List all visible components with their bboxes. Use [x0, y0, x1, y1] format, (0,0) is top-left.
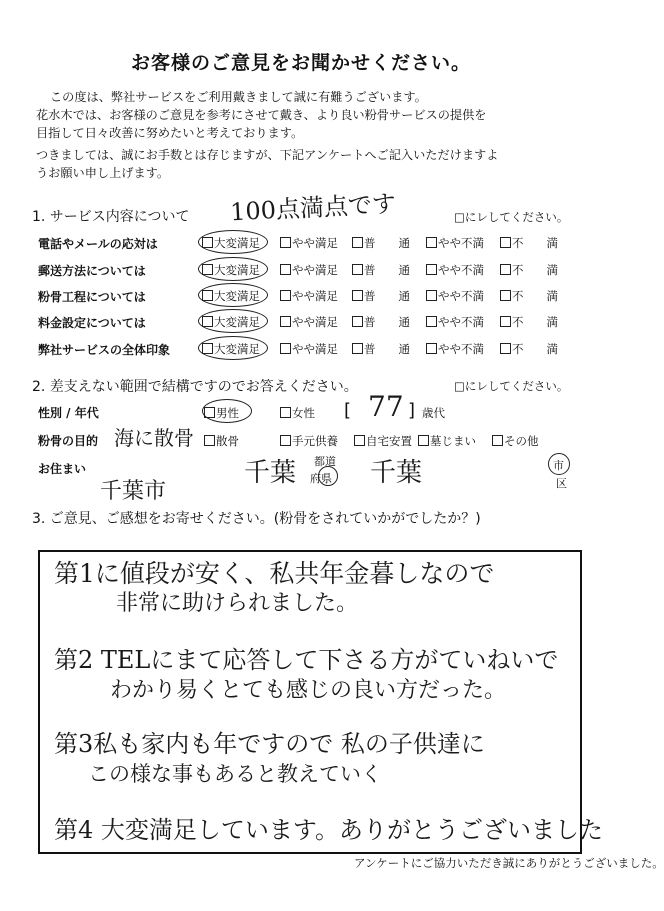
rating-row-label: 料金設定については — [38, 316, 146, 330]
rating-option-label: やや不満 — [438, 263, 484, 277]
female-checkbox[interactable]: 女性 — [280, 405, 315, 421]
rating-option[interactable] — [280, 288, 338, 304]
rating-option[interactable] — [500, 341, 558, 357]
age-value: 77 — [368, 390, 404, 423]
rating-option-label: 大変満足 — [214, 236, 260, 250]
rating-option-label: 大変満足 — [214, 263, 260, 277]
checkbox-square — [500, 237, 511, 248]
pref-unit-top: 都道 — [314, 455, 336, 468]
pref-unit-bottom: 府県 — [310, 472, 332, 485]
rating-row-label: 郵送方法については — [38, 264, 146, 278]
checkbox-square — [426, 343, 437, 354]
checkbox-square — [280, 237, 291, 248]
selection-circle — [198, 230, 268, 254]
rating-option-label: 大変満足 — [214, 342, 260, 356]
rating-option[interactable] — [426, 235, 484, 251]
purpose-option-label: 自宅安置 — [366, 434, 412, 448]
rating-option[interactable] — [280, 314, 338, 330]
rating-option[interactable] — [500, 235, 558, 251]
rating-option-label: やや満足 — [292, 289, 338, 303]
selection-circle — [198, 309, 268, 333]
selection-circle — [198, 257, 268, 281]
section2-check-note: □にレしてください。 — [454, 379, 569, 393]
rating-option-label: 普 通 — [364, 263, 410, 277]
rating-row — [38, 260, 578, 280]
checkbox-square — [280, 435, 291, 446]
rating-option-label: やや不満 — [438, 236, 484, 250]
selection-circle — [198, 283, 268, 307]
rating-option-label: 普 通 — [364, 315, 410, 329]
rating-option[interactable] — [280, 341, 338, 357]
comment-line: この様な事もあると教えていく — [88, 762, 382, 786]
purpose-option-label: 手元供養 — [292, 434, 338, 448]
rating-option[interactable] — [352, 341, 410, 357]
checkbox-square — [418, 435, 429, 446]
checkbox-square — [352, 343, 363, 354]
rating-option-label: 普 通 — [364, 342, 410, 356]
selection-circle — [198, 336, 268, 360]
purpose-option[interactable] — [204, 433, 239, 449]
rating-option-label: 普 通 — [364, 236, 410, 250]
checkbox-square — [500, 264, 511, 275]
section3-heading: 3. ご意見、ご感想をお寄せください。(粉骨をされていかがでしたか？) — [32, 511, 481, 527]
selection-circle — [318, 466, 338, 486]
checkbox-square — [426, 237, 437, 248]
intro-line: 目指して日々改善に努めたいと考えております。 — [36, 126, 304, 140]
rating-row-label: 弊社サービスの全体印象 — [38, 343, 171, 357]
comment-line: 第1に値段が安く、私共年金暮しなので — [54, 559, 495, 588]
rating-option-label: 不 満 — [512, 263, 558, 277]
checkbox-square — [500, 316, 511, 327]
purpose-option[interactable] — [280, 433, 338, 449]
male-checkbox[interactable]: 男性 — [204, 405, 239, 421]
rating-option[interactable] — [426, 314, 484, 330]
selection-circle — [548, 453, 570, 475]
rating-option[interactable] — [500, 314, 558, 330]
rating-option-label: 普 通 — [364, 289, 410, 303]
address-extra-handwritten: 千葉市 — [100, 479, 167, 504]
rating-option[interactable] — [352, 235, 410, 251]
survey-sheet — [18, 28, 664, 878]
rating-option-label: やや満足 — [292, 315, 338, 329]
purpose-option[interactable] — [418, 433, 476, 449]
checkbox-square — [492, 435, 503, 446]
rating-option-label: やや不満 — [438, 342, 484, 356]
comment-line: 第3私も家内も年ですので 私の子供達に — [54, 730, 485, 758]
rating-option[interactable] — [426, 262, 484, 278]
checkbox-square — [426, 290, 437, 301]
rating-row — [38, 286, 578, 306]
section1-heading: 1. サービス内容について — [32, 209, 190, 225]
comment-line: 非常に助けられました。 — [116, 591, 359, 616]
section2-heading: 2. 差支えない範囲で結構ですのでお答えください。 — [32, 379, 358, 395]
rating-option[interactable] — [280, 262, 338, 278]
purpose-option-label: 散骨 — [216, 434, 239, 448]
purpose-option[interactable] — [492, 433, 539, 449]
selection-circle — [202, 399, 252, 423]
checkbox-square — [500, 290, 511, 301]
rating-option-label: やや不満 — [438, 315, 484, 329]
checkbox-square — [426, 316, 437, 327]
rating-row-label: 電話やメールの応対は — [38, 237, 158, 251]
intro-line: つきましては、誠にお手数とは存じますが、下記アンケートへご記入いただけますよ — [36, 148, 499, 162]
purpose-option-label: その他 — [504, 434, 539, 448]
rating-row — [38, 312, 578, 332]
rating-option-label: やや満足 — [292, 342, 338, 356]
checkbox-square — [280, 343, 291, 354]
checkbox-square — [204, 435, 215, 446]
address-city-handwritten: 千葉 — [370, 458, 423, 488]
checkbox-square — [500, 343, 511, 354]
checkbox-square — [354, 435, 365, 446]
rating-option-label: やや満足 — [292, 263, 338, 277]
rating-option-label: やや不満 — [438, 289, 484, 303]
rating-option[interactable] — [352, 314, 410, 330]
city-unit-bottom: 区 — [556, 477, 567, 490]
comment-line: わかり易くとても感じの良い方だった。 — [110, 678, 507, 703]
rating-row — [38, 233, 578, 253]
rating-option[interactable] — [500, 288, 558, 304]
rating-option-label: 大変満足 — [214, 289, 260, 303]
rating-option-label: 大変満足 — [214, 315, 260, 329]
checkbox-square — [280, 264, 291, 275]
comment-line: 第2 TELにまて応答して下さる方がていねいで — [54, 646, 559, 674]
rating-option[interactable] — [352, 288, 410, 304]
rating-option-label: 不 満 — [512, 289, 558, 303]
checkbox-square — [352, 264, 363, 275]
rating-option-label: 不 満 — [512, 315, 558, 329]
age-unit: 歳代 — [422, 406, 445, 420]
rating-option[interactable] — [426, 288, 484, 304]
age-bracket-open: [ — [344, 400, 352, 421]
rating-option-label: 不 満 — [512, 342, 558, 356]
intro-line: この度は、弊社サービスをご利用戴きまして誠に有難うございます。 — [50, 90, 427, 104]
purpose-label: 粉骨の目的 — [38, 434, 99, 448]
rating-option[interactable] — [426, 341, 484, 357]
rating-option[interactable] — [280, 235, 338, 251]
address-pref-handwritten: 千葉 — [244, 458, 297, 488]
intro-line: うお願い申し上げます。 — [36, 166, 170, 180]
city-unit-top: 市 — [553, 459, 564, 472]
page-title: お客様のご意見をお聞かせください。 — [130, 52, 471, 74]
gender-age-label: 性別 / 年代 — [38, 406, 99, 420]
checkbox-square — [352, 316, 363, 327]
purpose-option-label: 墓じまい — [430, 434, 476, 448]
rating-option-label: やや満足 — [292, 236, 338, 250]
section1-check-note: □にレしてください。 — [454, 210, 569, 224]
section1-handwritten-note: 100点満点です — [229, 189, 397, 227]
checkbox-square — [280, 290, 291, 301]
checkbox-square — [280, 316, 291, 327]
address-label: お住まい — [38, 462, 87, 476]
purpose-handwritten: 海に散骨 — [114, 426, 194, 450]
comment-line: 第4 大変満足しています。ありがとうございました — [54, 816, 603, 844]
rating-row-label: 粉骨工程については — [38, 290, 146, 304]
rating-option-label: 不 満 — [512, 236, 558, 250]
rating-option[interactable] — [500, 262, 558, 278]
intro-line: 花水木では、お客様のご意見を参考にさせて戴き、より良い粉骨サービスの提供を — [36, 108, 487, 122]
checkbox-square — [426, 264, 437, 275]
age-bracket-close: ] — [408, 400, 416, 421]
checkbox-square — [352, 237, 363, 248]
rating-option[interactable] — [352, 262, 410, 278]
purpose-option[interactable] — [354, 433, 412, 449]
checkbox-square — [352, 290, 363, 301]
rating-row — [38, 339, 578, 359]
footer-thanks: アンケートにご協力いただき誠にありがとうございました。 — [354, 856, 664, 870]
